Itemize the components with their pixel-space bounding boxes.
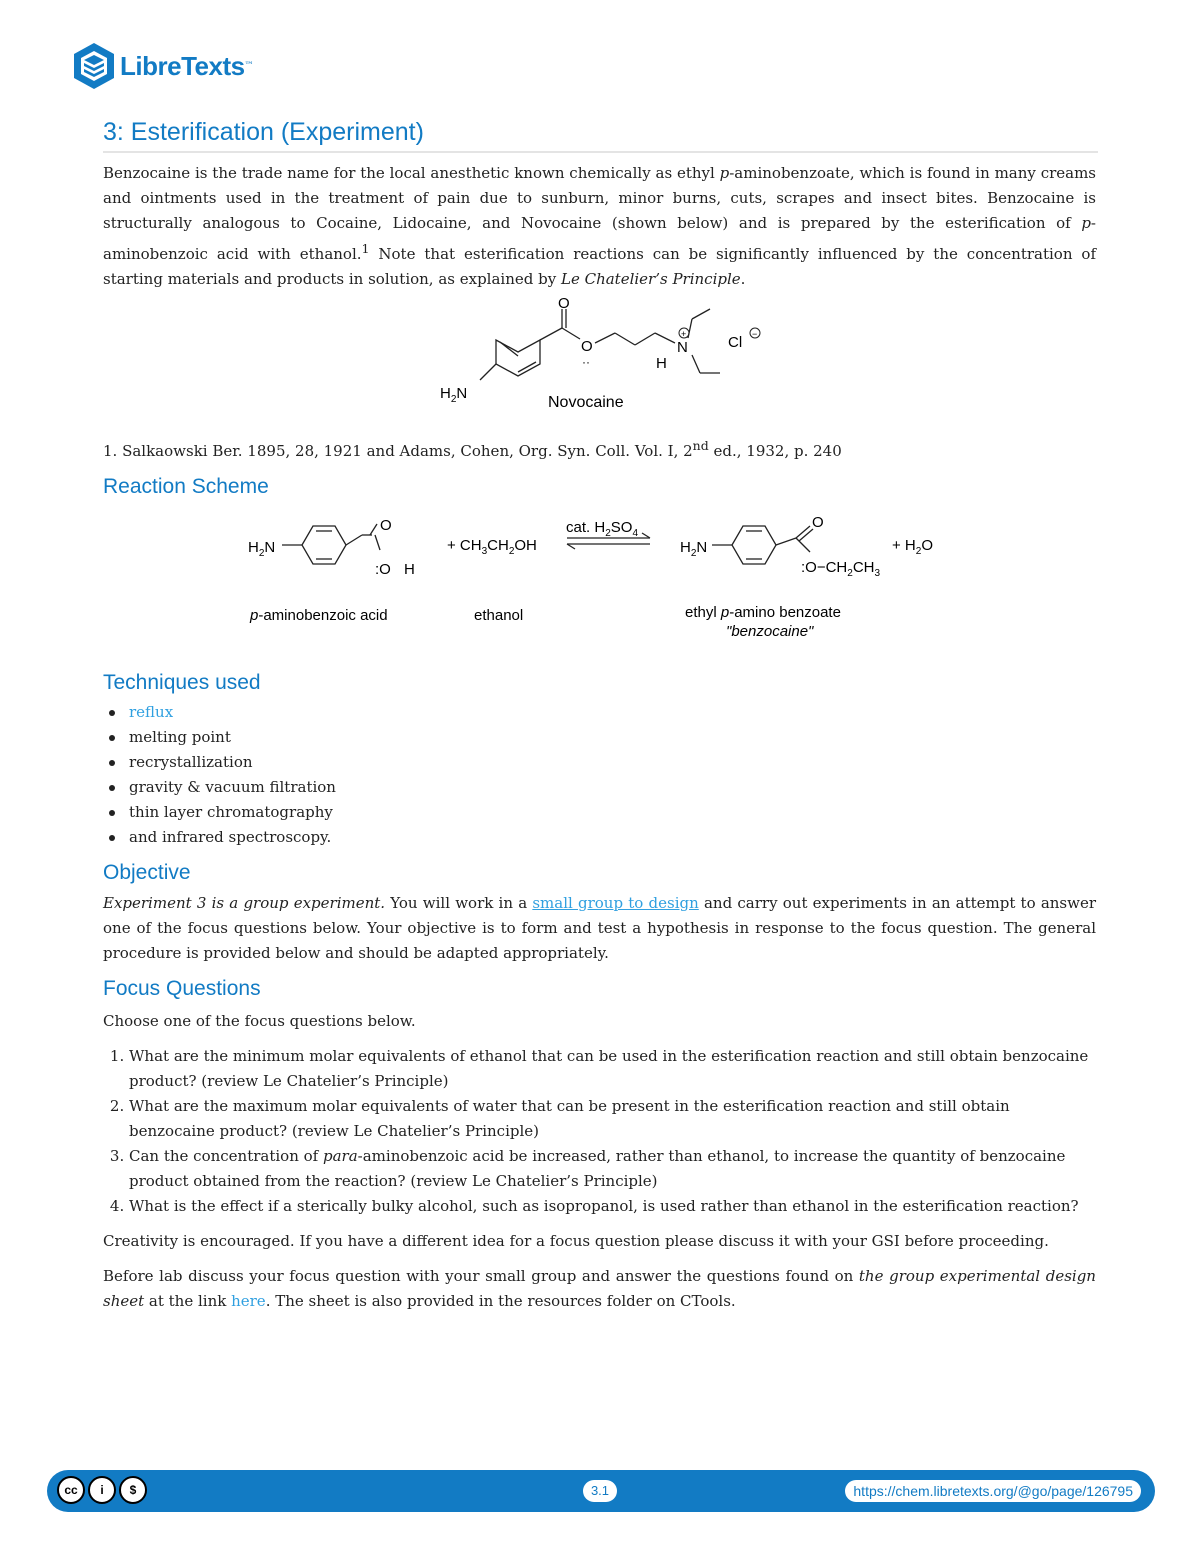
objective-text: You will work in a bbox=[385, 894, 533, 912]
creativity-paragraph: Creativity is encouraged. If you have a different idea for a focus question please discuss it with your GSI before proceeding. bbox=[103, 1232, 1049, 1250]
intro-paragraph bbox=[103, 161, 1096, 292]
attribution-icon: i bbox=[88, 1476, 116, 1504]
ethanol-formula: + CH bbox=[447, 537, 482, 554]
page-footer bbox=[47, 1470, 1155, 1512]
list-item: melting point bbox=[129, 725, 1096, 750]
list-item: gravity & vacuum filtration bbox=[129, 775, 1096, 800]
logo-trademark: ™ bbox=[244, 61, 254, 71]
intro-text: -aminobenzoate, which is found in many creams and ointments used in the treatment of pain due to sunburn, minor burns, cuts, scrapes and insect bites. Benzocaine is structurally analogous to Cocaine, Lidocaine, and Novocaine (shown below) and is prepared by the esterification of bbox=[103, 164, 1097, 232]
reference bbox=[103, 433, 1096, 464]
question-italic: para bbox=[323, 1147, 358, 1165]
objective-italic: Experiment 3 is a group experiment. bbox=[103, 894, 386, 912]
before-text: at the link bbox=[144, 1292, 232, 1310]
intro-text: Benzocaine is the trade name for the local anesthetic known chemically as ethyl bbox=[103, 164, 720, 182]
intro-text: Note that esterification reactions can be significantly influenced by the concentration of starting materials and products in solution, as explained by bbox=[103, 245, 1096, 288]
libretexts-logo-icon bbox=[72, 41, 116, 91]
svg-text:+ CH3CH2OH: + $CH_3CH_2OH$ bbox=[447, 537, 537, 557]
atom-h: H bbox=[656, 355, 667, 372]
water-formula: + H bbox=[892, 537, 916, 554]
svg-text:H2N bbox=[440, 385, 467, 405]
ester-group: O−CH bbox=[805, 559, 848, 576]
intro-text: . bbox=[740, 270, 746, 288]
intro-text: -aminobenzoic acid with ethanol. bbox=[103, 214, 1096, 263]
svg-text:O: O bbox=[380, 517, 392, 534]
page-title: 3: Esterification (Experiment) bbox=[103, 118, 1098, 153]
principle-name: Le Chatelier’s Principle bbox=[560, 270, 741, 288]
atom-n: N bbox=[677, 339, 688, 356]
libretexts-logo[interactable] bbox=[72, 40, 254, 92]
product-label: ethyl bbox=[685, 604, 721, 621]
techniques-list bbox=[103, 700, 1096, 850]
reference-text: 1. Salkaowski Ber. 1895, 28, 1921 and Adams, Cohen, Org. Syn. Coll. Vol. I, 2 bbox=[103, 442, 693, 460]
list-item: thin layer chromatography bbox=[129, 800, 1096, 825]
atom-cl: Cl bbox=[728, 334, 743, 351]
focus-question: 2. What are the maximum molar equivalents of water that can be present in the esterification reaction and still obtain benzocaine product? (review Le Chatelier’s Principle) bbox=[129, 1094, 1096, 1144]
reflux-link[interactable]: reflux bbox=[129, 703, 174, 721]
benzene-ring bbox=[496, 340, 540, 376]
atom-h: H bbox=[248, 539, 259, 556]
objective-paragraph bbox=[103, 891, 1096, 966]
here-link[interactable]: here bbox=[231, 1292, 266, 1310]
subscript: 2 bbox=[450, 394, 457, 405]
intro-italic: p bbox=[1081, 214, 1091, 232]
intro-italic: p bbox=[719, 164, 730, 182]
svg-text:H2N: $H_2N$ bbox=[248, 539, 276, 559]
svg-text::O: :O bbox=[375, 561, 391, 578]
reactant2-label: ethanol bbox=[474, 607, 524, 624]
focus-question: 1. What are the minimum molar equivalents of ethanol that can be used in the esterification reaction and still obtain benzocaine product? (review Le Chatelier’s Principle) bbox=[129, 1044, 1096, 1094]
novocaine-structure bbox=[430, 295, 770, 415]
main-content bbox=[103, 161, 1096, 302]
reactant1-label: -aminobenzoic acid bbox=[258, 607, 388, 624]
small-group-link[interactable]: small group to design bbox=[532, 894, 699, 912]
techniques-heading: Techniques used bbox=[103, 671, 261, 694]
reaction-scheme-heading: Reaction Scheme bbox=[103, 475, 269, 498]
svg-text:··: ·· bbox=[582, 355, 590, 369]
svg-text:ethyl p-amino benzoate bbox=[685, 604, 841, 621]
benzene-ring bbox=[302, 526, 346, 564]
objective-text: and carry out experiments in an attempt to answer one of the focus questions below. Your objective is to form and test a hypothesis in response to the focus question. The general procedure is provided below and should be adapted appropriately. bbox=[103, 894, 1097, 962]
noncommercial-icon: $ bbox=[119, 1476, 147, 1504]
before-text: Before lab discuss your focus question with your small group and answer the questions found on bbox=[103, 1267, 859, 1285]
product-label-italic: p bbox=[720, 604, 730, 621]
reference-text: ed., 1932, p. 240 bbox=[708, 442, 842, 460]
cc-license-badge[interactable] bbox=[57, 1476, 147, 1504]
before-italic: the group experimental design sheet bbox=[103, 1267, 1096, 1310]
reference-block bbox=[103, 433, 1096, 499]
svg-text:H2N: $H_2N$ bbox=[680, 539, 708, 559]
before-text: . The sheet is also provided in the resources folder on CTools. bbox=[265, 1292, 736, 1310]
svg-text:+: + bbox=[681, 329, 687, 339]
product-name: "benzocaine" bbox=[726, 623, 814, 640]
focus-intro: Choose one of the focus questions below. bbox=[103, 1012, 416, 1030]
focus-question: 4. What is the effect if a sterically bulky alcohol, such as isopropanol, is used rather than ethanol in the esterification reaction? bbox=[129, 1194, 1096, 1219]
question-text: -aminobenzoic acid be increased, rather than ethanol, to increase the quantity of benzocaine product obtained from the reaction? (review Le Chatelier’s Principle) bbox=[129, 1147, 1066, 1190]
logo-wordmark: LibreTexts bbox=[120, 50, 245, 81]
svg-text:cat. H2SO4: cat. $H_2SO_4$ bbox=[566, 519, 638, 539]
reference-sup: nd bbox=[692, 438, 709, 453]
novocaine-label: Novocaine bbox=[548, 394, 624, 411]
benzene-ring bbox=[732, 526, 776, 564]
lower-content bbox=[103, 670, 1096, 1324]
list-item: and infrared spectroscopy. bbox=[129, 825, 1096, 850]
cc-icon: cc bbox=[57, 1476, 85, 1504]
question-text: Can the concentration of bbox=[129, 1147, 323, 1165]
svg-text:−: − bbox=[752, 329, 758, 339]
svg-text::O−CH2CH3: $:O-CH_2CH_3$ bbox=[801, 559, 881, 579]
atom-h: H bbox=[440, 385, 451, 402]
focus-heading: Focus Questions bbox=[103, 977, 261, 1000]
focus-questions-list bbox=[103, 1044, 1096, 1219]
page-number: 3.1 bbox=[583, 1480, 617, 1502]
objective-heading: Objective bbox=[103, 861, 191, 884]
list-item[interactable] bbox=[129, 700, 1096, 725]
before-lab-paragraph bbox=[103, 1264, 1096, 1314]
catalyst-label: cat. H bbox=[566, 519, 606, 536]
page-url-link[interactable]: https://chem.libretexts.org/@go/page/126795 bbox=[845, 1480, 1141, 1502]
footnote-mark[interactable]: 1 bbox=[361, 241, 370, 256]
reaction-scheme-figure bbox=[240, 510, 960, 645]
svg-text:p-aminobenzoic acid bbox=[249, 607, 388, 624]
atom-o: O bbox=[581, 338, 593, 355]
svg-text:O: O bbox=[812, 514, 824, 531]
svg-text:+ H2O: + $H_2O$ bbox=[892, 537, 933, 557]
atom-o: O bbox=[558, 295, 570, 312]
reactant1-label-italic: p bbox=[250, 607, 259, 624]
atom-h: H bbox=[404, 561, 415, 578]
product-label: -amino benzoate bbox=[729, 604, 841, 621]
list-item: recrystallization bbox=[129, 750, 1096, 775]
focus-question bbox=[129, 1144, 1096, 1194]
atom-n: N bbox=[456, 385, 468, 402]
